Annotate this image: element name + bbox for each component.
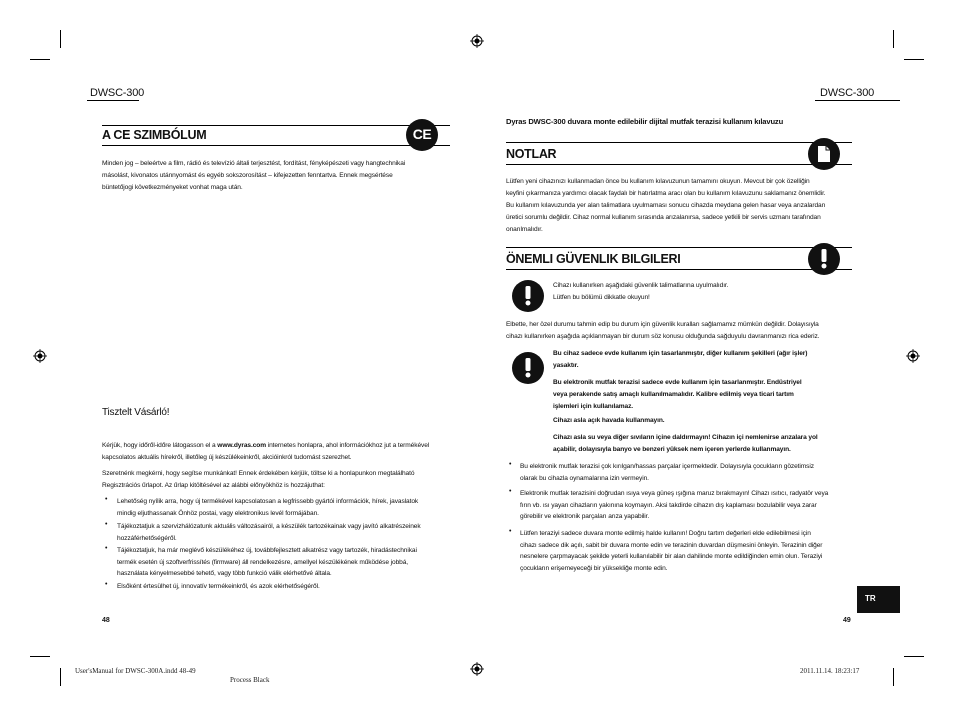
heading-rule-top <box>506 142 852 143</box>
slug-filename: User'sManual for DWSC-300A.indd 48-49 <box>75 667 196 675</box>
text-line: használata kényelmesebbé tehető, vagy több funkció válik elérhetővé általa. <box>117 570 332 578</box>
text-line: Tájékoztatjuk, ha már meglévő készülékéhez új, továbbfejlesztett alkatrész vagy tartozék, hiradástechnikai <box>117 547 417 554</box>
page-number: 49 <box>843 617 851 624</box>
text-line: nesnelere çarpmayacak şekilde yeterli kullanılabilir bir alan dahilinde monte edildiğinden emin olun. Teraziyi <box>520 553 823 561</box>
exclamation-glyph <box>524 286 532 306</box>
text-line: cihazı kullanırken aşağıda açıklanmayan bir durum söz konusu olduğunda sağduyulu davranmanızı rica ederiz. <box>506 333 820 340</box>
bullet-dot: • <box>105 545 108 552</box>
header-rule <box>87 100 139 101</box>
list-item <box>117 545 457 580</box>
ce-mark-icon <box>406 119 438 151</box>
exclamation-glyph <box>524 358 532 378</box>
text-line: işlemleri için kullanılamaz. <box>553 403 634 410</box>
ce-heading: A CE SZIMBÓLUM <box>102 128 207 142</box>
list-item <box>117 581 457 593</box>
language-tab <box>857 586 900 613</box>
warning-item <box>553 377 853 413</box>
text-line: onarılmalıdır. <box>506 226 543 233</box>
safety-heading: ÖNEMLI GÜVENLIK BILGILERI <box>506 252 681 266</box>
crop-mark <box>60 30 61 48</box>
text-line: cihazı sadece dik açılı, sabit bir duvara monte edin ve terazinin duvardan düşmesini önleyin. Terazinin diğer <box>520 541 823 549</box>
ce-mark-text: CE <box>412 126 432 142</box>
notes-paragraph <box>506 176 856 236</box>
text-line: çocukların erişemeyeceği bir yüksekliğe monte edin. <box>520 564 668 572</box>
text-line: mindig eljuthassanak Önhöz postai, vagy elektronikus levél formájában. <box>117 509 319 517</box>
text-line: büntetőjogi következményeket vonhat maga után. <box>102 184 243 191</box>
text-line: Tájékoztatjuk a szervizhálózatunk aktuális változásairól, a készülék tartozékainak vagy javító alkatrészeinek <box>117 523 421 530</box>
safety-intro <box>553 280 853 304</box>
text-line: Minden jog – beleértve a film, rádió és televízió általi terjesztést, fordítást, fényképészeti vagy hangtechnikai <box>102 160 406 167</box>
text-line: hozzáférhetőségéről. <box>117 534 177 542</box>
warning-item <box>553 348 853 372</box>
text-line: Bu elektronik mutfak terazisi çok kırılgan/hassas parçalar içermektedir. Dolayısıyla çocukların gözetimsiz <box>520 463 814 470</box>
registration-mark-icon <box>33 349 47 363</box>
text-line: Elbette, her özel durumu tahmin edip bu durum için güvenlik kuralları sağlamamız mümkün değildir. Dolayısıyla <box>506 321 819 328</box>
crop-mark <box>60 668 61 686</box>
bullet-dot: • <box>105 496 108 503</box>
text-line: Lütfen teraziyi sadece duvara monte edilmiş halde kullanın! Doğru tartım değerleri elde edilebilmesi için <box>520 530 811 537</box>
registration-mark-icon <box>470 662 484 676</box>
heading-rule-top <box>506 247 852 248</box>
website-paragraph <box>102 440 457 464</box>
text-line: keyfini çıkarmanıza yardımcı olacak faydalı bir hatırlatma aracı olan bu kullanım kılavuzunu saklamanız önemlidir. <box>506 190 826 197</box>
text-line: Regisztrációs űrlapot. Az űrlap kitöltésével az alábbi előnyökhöz is hozzájuthat: <box>102 482 325 489</box>
text-line <box>102 440 457 452</box>
header-rule <box>815 100 900 101</box>
warning-item <box>553 415 853 427</box>
exclamation-icon <box>512 280 544 312</box>
notes-heading: NOTLAR <box>506 147 557 161</box>
text-line: açabilir, dolayısıyla banyo ve benzeri yüksek nem içeren yerlerde kullanmayın. <box>553 446 791 453</box>
website-link[interactable]: www.dyras.com <box>217 442 266 449</box>
list-item <box>117 496 457 519</box>
list-item <box>520 461 860 484</box>
note-page-glyph <box>817 145 831 163</box>
text-line: yasaktır. <box>553 362 579 369</box>
heading-rule-top <box>102 125 450 126</box>
text-line: termék esetén új szoftverfrissítés (firmware) áll rendelkezésre, amellyel készülékének működése jobbá, <box>117 558 409 566</box>
safety-paragraph <box>506 319 856 343</box>
bullet-dot: • <box>105 581 108 588</box>
bullet-dot: • <box>509 528 512 535</box>
text-line: Cihazı kullanırken aşağıdaki güvenlik talimatlarına uyulmalıdır. <box>553 282 729 289</box>
text-line: Cihazı asla su veya diğer sıvıların içine daldırmayın! Cihazın içi nemlenirse arızalara yol <box>553 434 818 441</box>
list-item <box>520 528 860 574</box>
exclamation-icon <box>808 243 840 275</box>
heading-rule-bottom <box>506 269 852 270</box>
bullet-dot: • <box>105 521 108 528</box>
crop-mark <box>904 59 924 60</box>
exclamation-glyph <box>820 249 828 269</box>
text-line: Bu cihaz sadece evde kullanım için tasarlanmıştır, diğer kullanım şekilleri (ağır işler) <box>553 350 808 357</box>
text-line: Elsőként értesülhet új, innovatív termékeinkről, és azok elérhetőségéről. <box>117 583 320 590</box>
bullet-dot: • <box>509 488 512 495</box>
text-line: üretici sorumlu değildir. Cihaz normal kullanım sırasında arızalanırsa, sadece yetkili bir servis uzmanı tarafından <box>506 214 821 221</box>
text-line: Elektronik mutfak terazisini doğrudan ısıya veya güneş ışığına maruz bırakmayın! Cihazı ısıtıcı, radyatör veya <box>520 490 829 497</box>
text-line: görebilir ve elektronik parçaları arıza yapabilir. <box>520 513 650 521</box>
list-item <box>117 521 457 544</box>
text-line: Lütfen bu bölümü dikkatle okuyun! <box>553 294 650 301</box>
text-line: másolást, kivonatos utánnyomást és egyéb sokszorosítást – kifejezetten fenntartva. Ennek megsértése <box>102 172 393 179</box>
text-span: Kérjük, hogy időről-időre látogasson el a <box>102 442 218 449</box>
note-page-icon <box>808 138 840 170</box>
crop-mark <box>893 668 894 686</box>
slug-color: Process Black <box>230 676 270 684</box>
document-title: Dyras DWSC-300 duvara monte edilebilir dijital mutfak terazisi kullanım kılavuzu <box>506 117 784 126</box>
text-line: Bu elektronik mutfak terazisi sadece evde kullanım için tasarlanmıştır. Endüstriyel <box>553 379 802 386</box>
model-label: DWSC-300 <box>90 87 145 99</box>
language-tab-label: TR <box>865 594 876 603</box>
text-span: internetes honlapra, ahol információkhoz jut a termékével <box>265 442 430 449</box>
slug-date: 2011.11.14. 18:23:17 <box>800 667 860 675</box>
bullet-dot: • <box>509 461 512 468</box>
crop-mark <box>30 656 50 657</box>
text-line: kapcsolatos aktuális hírekről, illetőleg új készülékeinkről, akcióinkról tudomást szerezhet. <box>102 454 352 461</box>
registration-paragraph <box>102 468 457 492</box>
text-line: olarak bu cihazla oynamalarına izin vermeyin. <box>520 474 649 482</box>
crop-mark <box>893 30 894 48</box>
text-line: Lehetőség nyílik arra, hogy új termékével kapcsolatosan a legfrissebb gyártói információk, hírek, javaslatok <box>117 498 419 505</box>
greeting: Tisztelt Vásárló! <box>102 407 170 418</box>
text-line: Cihazı asla açık havada kullanmayın. <box>553 417 665 424</box>
page-number: 48 <box>102 617 110 624</box>
heading-rule-bottom <box>102 145 450 146</box>
crop-mark <box>904 656 924 657</box>
text-line: veya perakende satış amaçlı kullanılmamalıdır. Kalibre edilmiş veya ticari tartım <box>553 391 794 398</box>
text-line: fırın vb. ısı yayan cihazların yakınına koymayın. Aksi takdirde cihazın dış kaplaması bozulabilir veya zarar <box>520 501 817 509</box>
text-line: Lütfen yeni cihazınızı kullanmadan önce bu kullanım kılavuzunun tamamını okuyun. Mevcut bir çok özelliğin <box>506 178 810 185</box>
warning-item <box>553 432 853 456</box>
heading-rule-bottom <box>506 164 852 165</box>
text-line: Bu kullanım kılavuzunda yer alan talimatlara uyulmaması sonucu cihazda meydana gelen hasar veya arızalardan <box>506 202 826 209</box>
exclamation-icon <box>512 352 544 384</box>
model-label: DWSC-300 <box>820 87 875 99</box>
crop-mark <box>30 59 50 60</box>
registration-mark-icon <box>470 34 484 48</box>
registration-mark-icon <box>906 349 920 363</box>
copyright-paragraph <box>102 158 452 194</box>
list-item <box>520 488 860 523</box>
text-line: Szeretnénk megkérni, hogy segítse munkánkat! Ennek érdekében kérjük, töltse ki a honlapunkon megtalálható <box>102 470 415 477</box>
